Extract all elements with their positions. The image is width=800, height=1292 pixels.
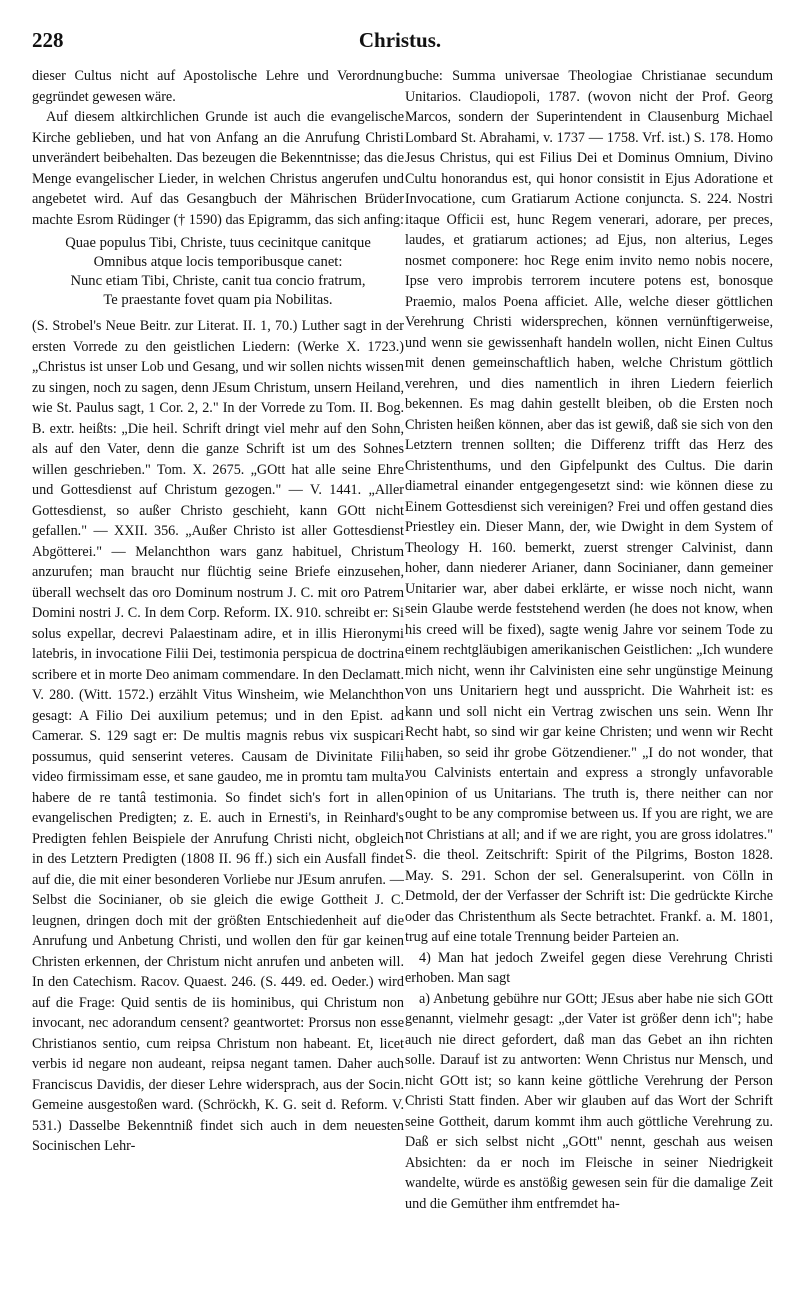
paragraph: a) Anbetung gebühre nur GOtt; JEsus aber habe nie sich GOtt genannt, vielmehr gesagt: „der Vater ist größer denn ich"; habe auch nie direct gefordert, daß man das Gebet an ihn richten solle. Darauf ist zu antworten: Wenn Christus nur Mensch, und nicht GOtt ist; so kann keine göttliche Verehrung der Person Christi Statt finden. Aber wir glauben auf das Wort der Schrift seine Gottheit, darum kommt ihm auch göttliche Verehrung zu. Daß er sich selbst nicht „GOtt" nennt, geschah aus weisen Absichten: da er noch im Fleische in seiner Niedrigkeit wandelte, würde es anstößig gewesen sein für die damalige Zeit und die Gemüther ihm entfremdet ha- — [405, 990, 773, 1212]
paragraph: 4) Man hat jedoch Zweifel gegen diese Verehrung Christi erhoben. Man sagt — [405, 949, 773, 986]
page-header — [32, 28, 768, 58]
verse-line: Omnibus atque locis temporibusque canet: — [93, 254, 343, 270]
paragraph: (S. Strobel's Neue Beitr. zur Literat. II. 1, 70.) Luther sagt in der ersten Vorrede zu den geistlichen Liedern: (Werke X. 1723.) „Christus ist unser Lob und Gesang, und wir sollen nichts wissen zu singen, noch zu sagen, denn JEsum Christum, unsern Heiland, wie St. Paulus sagt, 1 Cor. 2, 2." In der Vorrede zu Tom. II. Bog. B. extr. heißts: „Die heil. Schrift dringt viel mehr auf den Sohn, als auf den Vater, denn die ganze Schrift ist um des Sohnes willen geschrieben." Tom. X. 2675. „GOtt hat alle seine Ehre und Gottesdienst auf Christum gezogen." — V. 1441. „Aller Gottesdienst, so außer Christo geschieht, kann GOtt nicht gefallen." — XXII. 356. „Außer Christo ist aller Gottesdienst Abgötterei." — Melanchthon wars ganz habituel, Christum anzurufen; man braucht nur flüchtig seine Briefe einzusehen, überall wechselt das oro Dominum nostrum J. C. mit oro Patrem Domini nostri J. C. In dem Corp. Reform. IX. 910. schreibt er: Si solus expellar, decrevi Palaestinam adire, et in illis Hieronymi latebris, in invocatione Filii Dei, testimonia perspicua de doctrina scribere et in morte Deo animam commendare. In den Declamatt. V. 280. (Witt. 1572.) erzählt Vitus Winsheim, wie Melanchthon gesagt: A Filio Dei auxilium petemus; und in den Epist. ad Camerar. S. 129 sagt er: De multis magnis rebus vix suspicari possumus, quid senserint veteres. Causam de Divinitate Filii video firmissimam esse, et sane gaudeo, me in promtu tam multa habere de re tantâ testimonia. So findet sich's fort in allen evangelischen Predigten; z. E. auch in Ernesti's, in Reinhard's Predigten fehlen Beispiele der Anrufung Christi nicht, obgleich in des Letztern Predigten (1808 II. 96 ff.) sich ein Ausfall findet auf die, die mit einer besonderen Vorliebe nur JEsum anrufen. — Selbst die Socinianer, ob sie gleich die ewige Gottheit J. C. leugnen, dringen doch mit der größten Entschiedenheit auf die Anrufung und Anbetung Christi, und wollen den für gar keinen Christen erkennen, der Christum nicht anrufen und anbeten will. In den Catechism. Racov. Quaest. 246. (S. 449. ed. Oeder.) wird auf die Frage: Quid sentis de iis hominibus, qui Christum non invocant, nec adorandum censent? geantwortet: Prorsus non esse Christianos sentio, cum reipsa Christum non habeant. Et, licet verbis id negare non audeant, reipsa negant tamen. Daher auch Franciscus Davidis, der dieser Lehre widersprach, aus der Socin. Gemeine ausgestoßen ward. (Schröckh, K. G. seit d. Reform. V. 531.) Dasselbe Bekenntniß findet sich auch in dem neuesten Socinischen Lehr- — [32, 318, 404, 1154]
left-column — [32, 66, 404, 1157]
page-number: 228 — [32, 28, 64, 52]
right-column — [405, 66, 773, 1214]
verse-line: Quae populus Tibi, Christe, tuus cecinitque canitque — [65, 235, 371, 251]
paragraph: dieser Cultus nicht auf Apostolische Lehre und Verordnung gegründet gewesen wäre. — [32, 68, 404, 105]
paragraph: buche: Summa universae Theologiae Christianae secundum Unitarios. Claudiopoli, 1787. (wovon nicht der Prof. Georg Marcos, sondern der Superintendent in Clausenburg Michael Lombard St. Abrahami, v. 1737 — 1758. Vrf. ist.) S. 178. Homo Jesus Christus, qui est Filius Dei et Dominus Omnium, Divino Cultu honorandus est, qui honor consistit in Ejus Adoratione et Invocatione, cum Gratiarum Actione conjuncta. S. 224. Nostri itaque Officii est, hunc Regem venerari, adorare, per preces, laudes, et gratiarum actiones; ad Ejus, non alterius, Leges nosmet componere: hoc Rege enim invito nemo nobis nocere, Ipse vero improbis terrorem incutere potens est, bonosque Praemio, malos Poena afficiet. Alle, welche dieser göttlichen Verehrung Christi widersprechen, können vernünftigerweise, und wenn sie gewissenhaft handeln wollen, nicht Einen Cultus mit denen gemeinschaftlich haben, welche Christum göttlich verehren, und dies namentlich in ihren Liedern feierlich bekennen. Es mag dahin gestellt bleiben, ob die Ersten noch Christen heißen können, aber das ist gewiß, daß sie sich von den Letztern trennen sollten; die Differenz trifft das Herz des Christenthums, und den Gipfelpunkt des Cultus. Die darin diametral einander entgegengesetzt sind: wie können diese zu Einem Gottesdienst sich vereinigen? Frei und offen gestand dies Priestley ein. Dieser Mann, der, wie Dwight in dem System of Theology H. 160. bemerkt, zuerst strenger Calvinist, dann hoher, dann niederer Arianer, dann Socinianer, dann gemeiner Unitarier war, aber dabei erklärte, er wisse noch nicht, wann sein Glaube werde feststehend werden (he does not know, when his creed will be fixed), sagte wenig Jahre vor seinem Tode zu einem rechtgläubigen amerikanischen Geistlichen: „Ich wundere mich nicht, wenn ihr Calvinisten eine sehr ungünstige Meinung von uns Unitariern hegt und ausspricht. Die Wahrheit ist: es kann und soll nicht ein Vertrag zwischen uns sein. Wenn Ihr Recht habt, so sind wir gar keine Christen; und wenn wir Recht haben, so seid ihr grobe Götzendiener." „I do not wonder, that you Calvinists entertain and express a strongly unfavorable opinion of us Unitarians. The truth is, there neither can nor ought to be any compromise between us. If you are right, we are not Christians at all; and if we are right, you are gross idolatres." S. die theol. Zeitschrift: Spirit of the Pilgrims, Boston 1828. May. S. 291. Schon der sel. Generalsuperint. von Cölln in Detmold, der der Verfasser der Schrift ist: Die gedrückte Kirche oder das Christenthum als Secte betrachtet. Frankf. a. M. 1801, trug auf eine totale Trennung beider Parteien an. — [405, 68, 773, 945]
verse-line: Te praestante fovet quam pia Nobilitas. — [103, 292, 333, 308]
verse-line: Nunc etiam Tibi, Christe, canit tua concio fratrum, — [70, 273, 366, 289]
running-title: Christus. — [358, 28, 442, 52]
epigram-verse — [32, 234, 404, 310]
paragraph: Auf diesem altkirchlichen Grunde ist auch die evangelische Kirche geblieben, und hat von Anfang an die Anrufung Christi unverändert beibehalten. Das bezeugen die Bekenntnisse; das die Menge evangelischer Lieder, in welchen Christus angerufen und angebetet wird. Auf das Gesangbuch der Mährischen Brüder machte Esrom Rüdinger († 1590) das Epigramm, das sich anfing: — [32, 109, 404, 228]
